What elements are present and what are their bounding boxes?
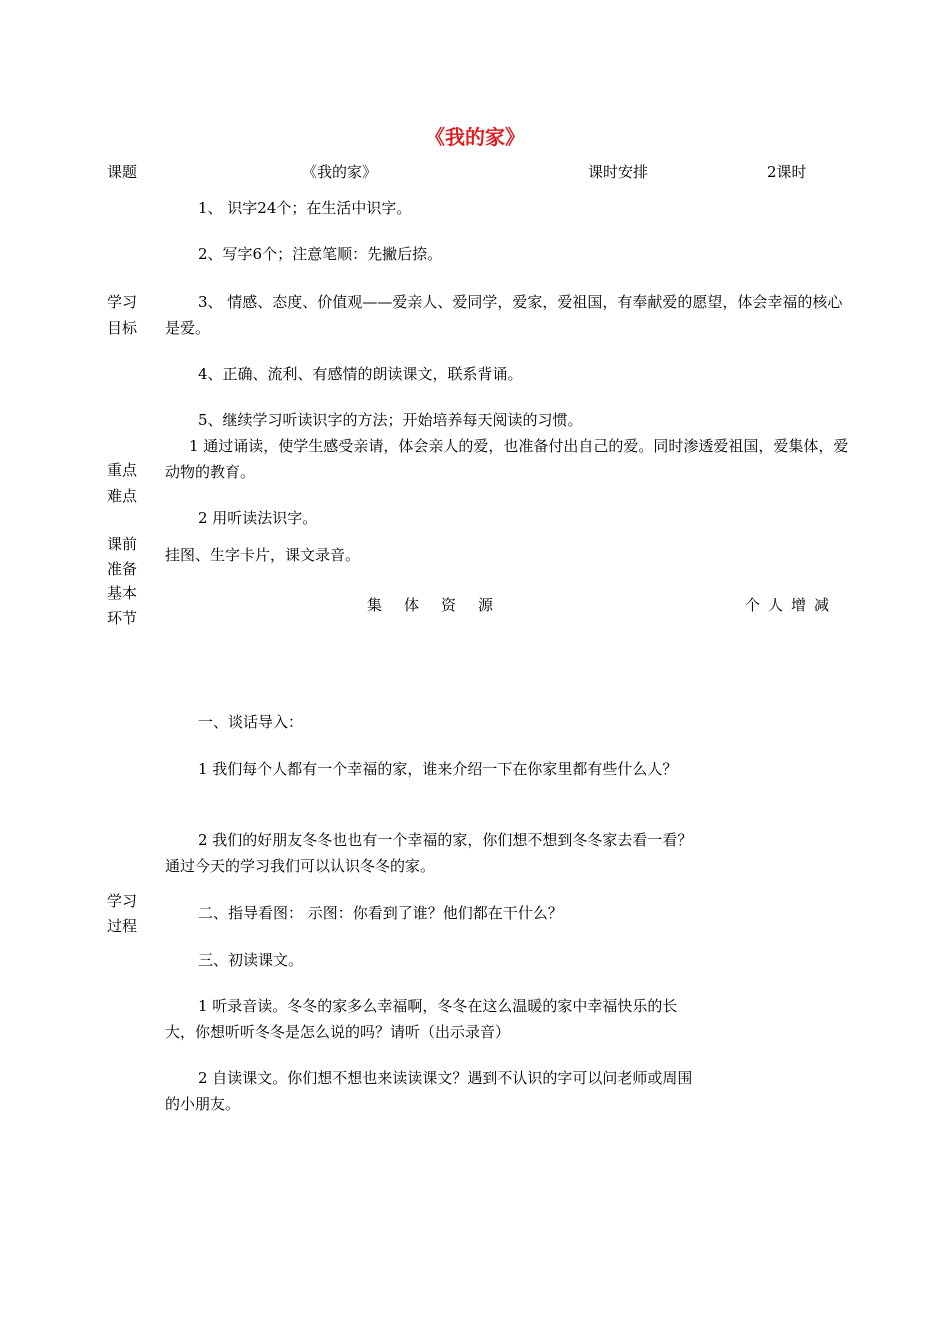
process-line-1: 一、谈话导入：	[198, 713, 304, 731]
goal-item-1: 1、 识字24个；在生活中识字。	[198, 199, 412, 217]
document-title: 《我的家》	[425, 125, 525, 149]
personal-adjustments-header: 个人增减	[745, 596, 838, 614]
process-label-1: 学习	[107, 892, 138, 910]
goal-item-5: 5、继续学习听读识字的方法；开始培养每天阅读的习惯。	[198, 411, 583, 429]
goal-item-3: 3、 情感、态度、价值观——爱亲人、爱同学，爱家，爱祖国，有奉献爱的愿望，体会幸福的核心是爱。	[165, 293, 843, 337]
process-line-2: 1 我们每个人都有一个幸福的家，谁来介绍一下在你家里都有些什么人？	[198, 760, 678, 778]
process-line-3: 2 我们的好朋友冬冬也也有一个幸福的家，你们想不想到冬冬家去看一看？ 通过今天的学习我们可以认识冬冬的家。	[165, 831, 693, 875]
schedule-value: 2课时	[767, 163, 807, 181]
goals-label-2: 目标	[107, 319, 138, 337]
prep-label-1: 课前	[107, 535, 138, 553]
key-points-label-1: 重点	[107, 461, 138, 479]
prep-text: 挂图、生字卡片，课文录音。	[165, 546, 361, 564]
process-line-6: 1 听录音读。冬冬的家多么幸福啊，冬冬在这么温暖的家中幸福快乐的长大，你想听听冬冬是怎么说的吗？请听（出示录音）	[165, 997, 678, 1041]
schedule-label: 课时安排	[588, 163, 649, 181]
goal-item-4: 4、正确、流利、有感情的朗读课文，联系背诵。	[198, 365, 523, 383]
basic-label-2: 环节	[107, 609, 138, 627]
basic-label-1: 基本	[107, 584, 138, 602]
goal-item-2: 2、写字6个；注意笔顺：先撇后捺。	[198, 245, 443, 263]
prep-label-2: 准备	[107, 560, 138, 578]
process-line-7: 2 自读课文。你们想不想也来读读课文？遇到不认识的字可以问老师或周围的小朋友。	[165, 1069, 693, 1113]
goals-label-1: 学习	[107, 293, 138, 311]
key-point-2: 2 用听读法识字。	[198, 509, 318, 527]
subject-label: 课题	[107, 163, 138, 181]
key-points-label-2: 难点	[107, 487, 138, 505]
process-line-4: 二、指导看图： 示图：你看到了谁？他们都在干什么？	[198, 904, 563, 922]
process-label-2: 过程	[107, 917, 138, 935]
process-line-5: 三、初读课文。	[198, 951, 304, 969]
subject-value: 《我的家》	[302, 163, 378, 181]
key-point-1: 1 通过诵读，使学生感受亲请，体会亲人的爱，也准备付出自己的爱。同时渗透爱祖国，爱集体，爱动物的教育。	[165, 437, 849, 481]
collective-resources-header: 集体资源	[367, 596, 516, 614]
